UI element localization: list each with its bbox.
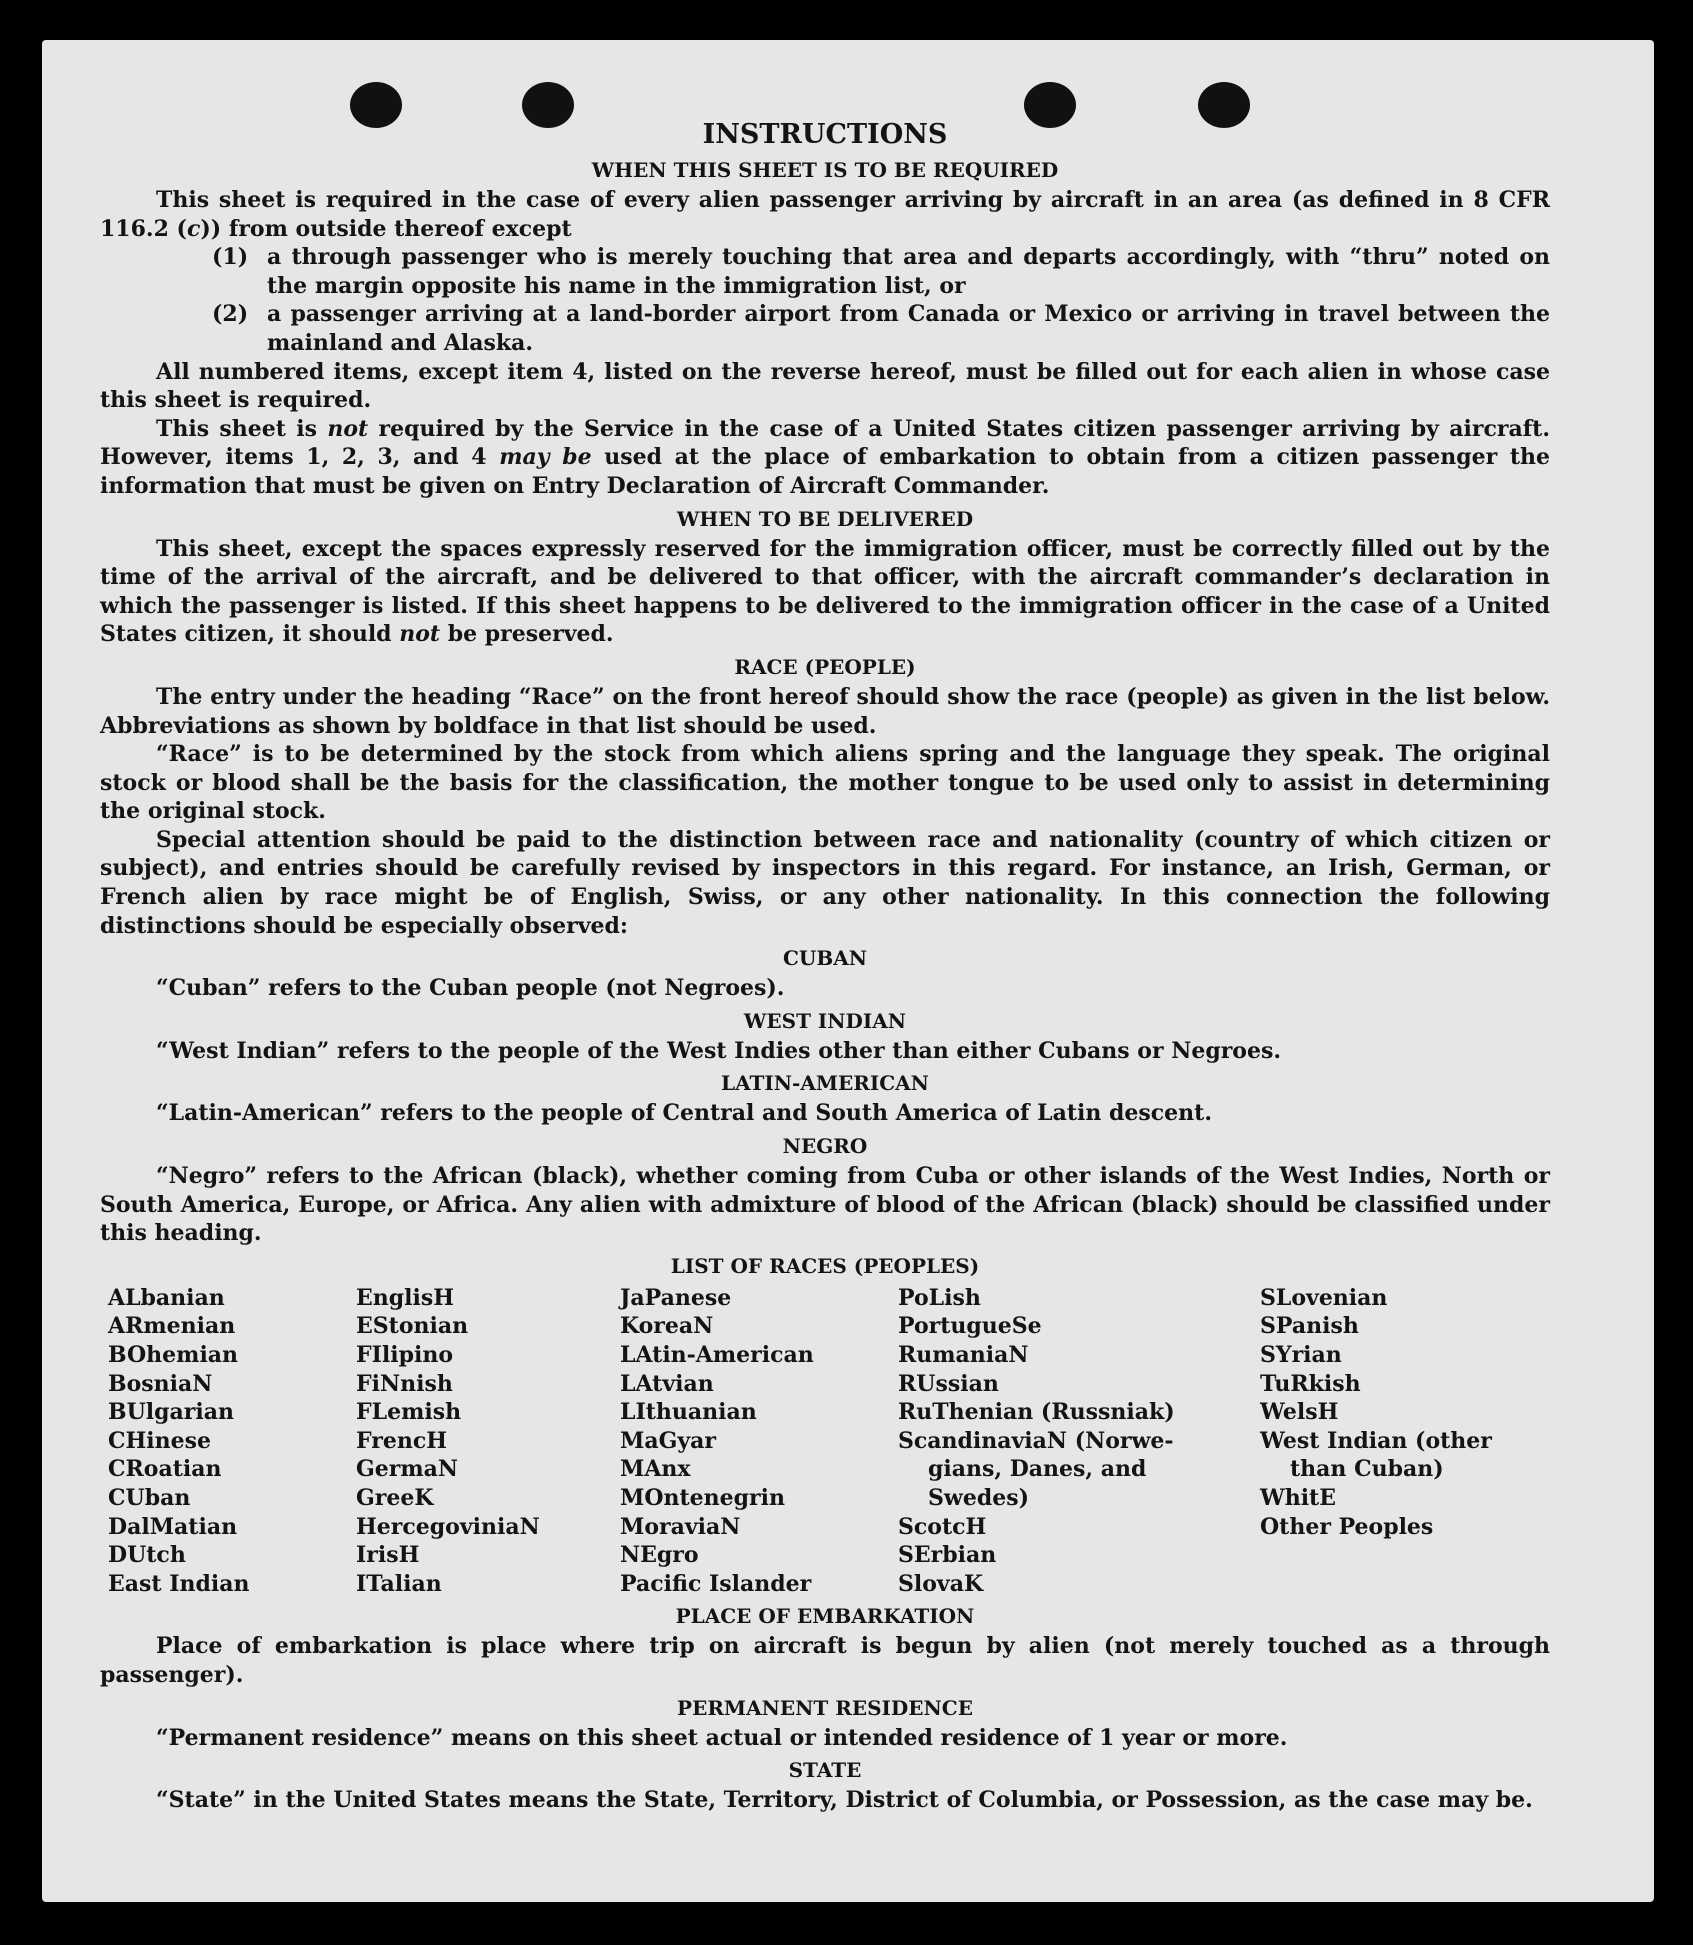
race-entry: MoraviaN [620, 1513, 741, 1540]
race-entry: JaPanese [620, 1284, 732, 1311]
race-entry: WhitE [1260, 1484, 1336, 1511]
race-entry: DUtch [108, 1542, 186, 1569]
definition-state: “State” in the United States means the State, Territory, District of Columbia, or Possession, as the case may be. [156, 1787, 1533, 1814]
paragraph-numbered-items: All numbered items, except item 4, listed on the reverse hereof, must be filled out for each alien in whose case this sheet is required. [100, 358, 1550, 414]
exception-item-1: (1) a through passenger who is merely touching that area and departs accordingly, with “thru” noted on the margin opposite his name in the immigration list, or [212, 244, 1550, 299]
race-entry: BOhemian [108, 1342, 239, 1368]
race-entry: HercegoviniaN [356, 1513, 540, 1540]
races-column-4 [898, 1284, 1260, 1599]
race-entry: CRoatian [108, 1456, 222, 1483]
race-entry: IrisH [356, 1542, 420, 1569]
race-entry: East Indian [108, 1570, 250, 1597]
race-entry: PoLish [898, 1284, 981, 1311]
definition-negro: “Negro” refers to the African (black), whether coming from Cuba or other islands of the West Indies, North or South America, Europe, or Africa. Any alien with admixture of blood of the African (black) should be classified under this heading. [100, 1163, 1550, 1247]
race-entry: LIthuanian [620, 1399, 757, 1426]
definition-embarkation: Place of embarkation is place where trip on aircraft is begun by alien (not merely touched as a through passenger). [100, 1633, 1550, 1688]
paragraph-delivered: This sheet, except the spaces expressly reserved for the immigration officer, must be correctly filled out by the time of the arrival of the aircraft, and be delivered to that officer, with the aircraft commander’s declaration in which the passenger is listed. If this sheet happens to be delivered to the immigration officer in the case of a United States citizen, it should not be preserved. [100, 535, 1550, 648]
race-entry: NEgro [620, 1542, 699, 1569]
races-column-3 [620, 1284, 898, 1599]
race-entry: ScandinaviaN (Norwe- [898, 1427, 1174, 1454]
race-entry: KoreaN [620, 1313, 714, 1340]
race-entry: SlovaK [898, 1570, 984, 1597]
race-entry: MOntenegrin [620, 1484, 785, 1511]
race-entry: CHinese [108, 1427, 212, 1454]
definition-west-indian: “West Indian” refers to the people of the West Indies other than either Cubans or Negroes. [156, 1037, 1282, 1064]
exception-item-2: (2) a passenger arriving at a land-border airport from Canada or Mexico or arriving in travel between the mainland and Alaska. [212, 301, 1550, 356]
race-entry: LAtvian [620, 1370, 714, 1397]
race-entry: MaGyar [620, 1427, 717, 1454]
race-entry: SLovenian [1260, 1284, 1388, 1311]
heading-west-indian: WEST INDIAN [743, 1008, 907, 1033]
race-entry: MAnx [620, 1456, 691, 1483]
definition-latin-american: “Latin-American” refers to the people of Central and South America of Latin descent. [156, 1100, 1212, 1127]
heading-race: RACE (PEOPLE) [734, 654, 916, 679]
race-entry: EStonian [356, 1313, 469, 1340]
races-column-2 [356, 1284, 620, 1599]
race-entry: PortugueSe [898, 1313, 1042, 1340]
race-entry: ALbanian [108, 1284, 225, 1311]
paragraph-race-3: Special attention should be paid to the distinction between race and nationality (country of which citizen or subject), and entries should be carefully revised by inspectors in this regard. For instance, an Irish, German, or French alien by race might be of English, Swiss, or any other nationality. In this connection the following distinctions should be especially observed: [100, 826, 1550, 939]
paragraph-race-2: “Race” is to be determined by the stock from which aliens spring and the language they speak. The original stock or blood shall be the basis for the classification, the mother tongue to be used only to assist in determining the original stock. [100, 741, 1550, 825]
paragraph-required: This sheet is required in the case of every alien passenger arriving by aircraft in an area (as defined in 8 CFR 116.2 (c)) from outside thereof except [100, 187, 1550, 242]
race-entry: Other Peoples [1260, 1513, 1434, 1540]
paragraph-citizen: This sheet is not required by the Service in the case of a United States citizen passenger arriving by aircraft. However, items 1, 2, 3, and 4 may be used at the place of embarkation to obtain from a citizen passenger the information that must be given on Entry Declaration of Aircraft Commander. [100, 415, 1550, 499]
race-entry: SErbian [898, 1542, 997, 1569]
heading-cuban: CUBAN [782, 946, 868, 971]
race-entry: gians, Danes, and [928, 1456, 1147, 1483]
race-entry: EnglisH [356, 1284, 455, 1311]
race-entry: than Cuban) [1290, 1456, 1444, 1483]
race-entry: BosniaN [108, 1370, 213, 1397]
race-entry: Pacific Islander [620, 1570, 812, 1597]
race-entry: RUssian [898, 1370, 999, 1397]
race-entry: Swedes) [928, 1484, 1029, 1511]
race-entry: GreeK [356, 1484, 434, 1511]
heading-embarkation: PLACE OF EMBARKATION [675, 1604, 975, 1629]
heading-when-delivered: WHEN TO BE DELIVERED [676, 506, 974, 531]
race-entry: TuRkish [1260, 1370, 1361, 1397]
heading-list-of-races: LIST OF RACES (PEOPLES) [670, 1253, 980, 1278]
heading-permanent-residence: PERMANENT RESIDENCE [677, 1695, 973, 1720]
race-entry: ARmenian [108, 1313, 236, 1340]
races-list [100, 1284, 1550, 1599]
race-entry: SYrian [1260, 1342, 1342, 1368]
race-entry: FLemish [356, 1399, 462, 1426]
heading-when-required: WHEN THIS SHEET IS TO BE REQUIRED [591, 158, 1059, 182]
race-entry: GermaN [356, 1456, 459, 1483]
race-entry: WelsH [1260, 1399, 1339, 1426]
race-entry: West Indian (other [1260, 1427, 1492, 1454]
races-column-5 [1260, 1284, 1546, 1599]
race-entry: RuThenian (Russniak) [898, 1399, 1175, 1426]
definition-cuban: “Cuban” refers to the Cuban people (not Negroes). [156, 975, 785, 1002]
page-title: INSTRUCTIONS [702, 119, 948, 150]
race-entry: CUban [108, 1484, 191, 1511]
definition-permanent-residence: “Permanent residence” means on this sheet actual or intended residence of 1 year or more. [156, 1724, 1288, 1751]
race-entry: FiNnish [356, 1370, 453, 1397]
paragraph-race-1: The entry under the heading “Race” on the front hereof should show the race (people) as given in the list below. Abbreviations as shown by boldface in that list should be used. [100, 683, 1550, 739]
heading-negro: NEGRO [782, 1134, 868, 1159]
race-entry: FIlipino [356, 1342, 454, 1368]
race-entry: RumaniaN [898, 1342, 1029, 1368]
document-body [100, 118, 1550, 1815]
race-entry: SPanish [1260, 1313, 1359, 1340]
race-entry: DalMatian [108, 1513, 238, 1540]
race-entry: BUlgarian [108, 1399, 234, 1426]
heading-latin-american: LATIN-AMERICAN [721, 1071, 929, 1096]
heading-state: STATE [788, 1758, 862, 1783]
race-entry: ScotcH [898, 1513, 987, 1540]
race-entry: ITalian [356, 1570, 442, 1597]
race-entry: LAtin-American [620, 1342, 814, 1368]
races-column-1 [108, 1284, 356, 1599]
race-entry: FrencH [356, 1427, 447, 1454]
